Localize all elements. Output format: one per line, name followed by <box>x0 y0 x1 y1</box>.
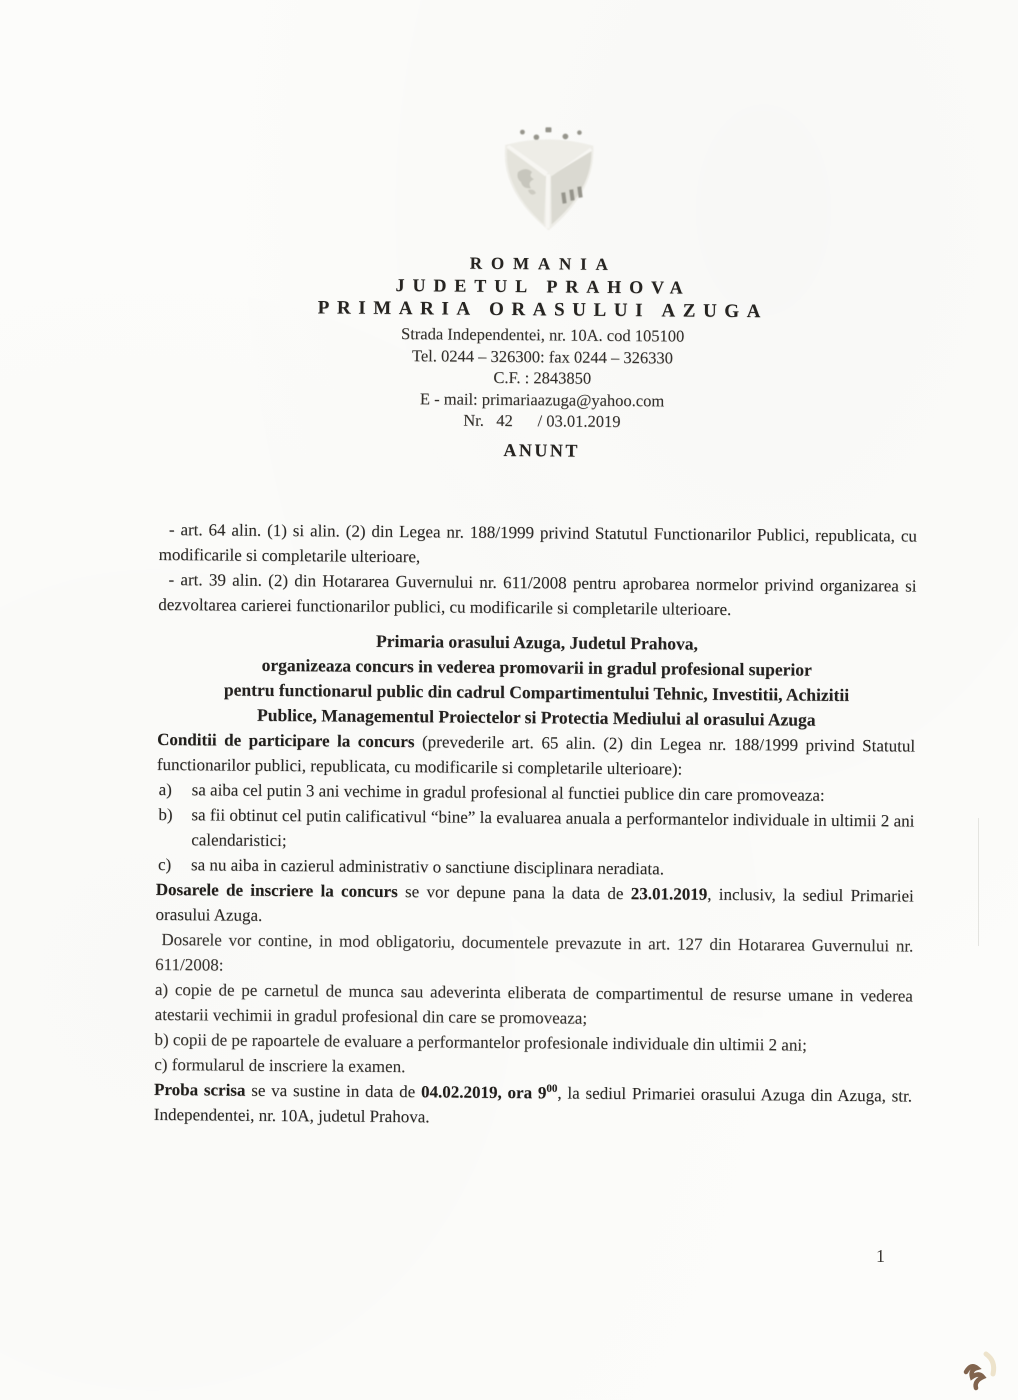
page-number: 1 <box>876 1246 885 1266</box>
written-test-hour-superscript: 00 <box>546 1082 558 1095</box>
written-test-date: 04.02.2019, ora 9 <box>420 1082 547 1103</box>
dossier-heading: Dosarele de inscriere la concurs <box>155 879 398 902</box>
ink-stain-mark <box>952 1346 1004 1396</box>
header-country: ROMANIA <box>469 253 617 274</box>
condition-item <box>156 802 914 859</box>
dossier-text: , inclusiv, la sediul Primariei orasului Azuga. <box>155 884 914 925</box>
dossier-deadline-paragraph <box>155 877 913 934</box>
announcement-line: pentru functionarul public din cadrul Compartimentului Tehnic, Investitii, Achizitii <box>223 679 850 705</box>
announcement-line: organizeaza concurs in vederea promovarii in gradul profesional superior <box>261 654 812 680</box>
list-marker: a) <box>158 779 172 800</box>
written-test-heading: Proba scrisa <box>153 1079 246 1100</box>
legal-basis-item: - art. 39 alin. (2) din Hotararea Guvernului nr. 611/2008 pentru aprobarea normelor privind organizarea si dezvoltarea carierei functionarilor publici, cu modificarile si completarile ulterioare. <box>158 570 917 619</box>
conditions-intro-text: (prevederile art. 65 alin. (2) din Legea nr. 188/1999 privind Statutul functionarilor publici, republicata, cu modificarile si completarile ulterioare): <box>156 732 916 779</box>
scan-crease-line <box>978 818 979 946</box>
coat-of-arms-icon <box>492 116 605 239</box>
coat-of-arms-logo <box>492 116 605 239</box>
header-institution: PRIMARIA ORASULUI AZUGA <box>317 297 769 323</box>
dossier-deadline-date: 23.01.2019 <box>630 884 708 904</box>
announcement-block <box>157 627 916 734</box>
header-registration-number: Nr. 42 / 03.01.2019 <box>463 410 621 431</box>
announcement-line: Primaria orasului Azuga, Judetul Prahova, <box>375 630 698 654</box>
condition-text: sa nu aiba in cazierul administrativ o sanctiune disciplinara neradiata. <box>190 855 665 879</box>
dossier-contents-intro: Dosarele vor contine, in mod obligatoriu, documentele prevazute in art. 127 din Hotararea Guvernului nr. 611/2008: <box>155 929 914 975</box>
written-test-text: , la sediul Primariei orasului Azuga din Azuga, str. Independentei, nr. 10A, judetul Prahova. <box>153 1083 913 1127</box>
condition-text: sa fii obtinut cel putin calificativul “bine” la evaluarea anuala a performantelor individuale in ultimii 2 ani calendaristici; <box>191 805 915 851</box>
dossier-item: a) copie de pe carnetul de munca sau adeverinta eliberata de compartimentul de resurse umane in vederea atestarii vechimii in gradul profesional din care se promoveaza; <box>154 979 913 1028</box>
dossier-item: c) formularul de inscriere la examen. <box>154 1054 406 1077</box>
header-fiscal-code: C.F. : 2843850 <box>493 367 592 388</box>
conditions-intro <box>157 727 915 784</box>
list-marker: b) <box>158 804 173 825</box>
written-test-paragraph <box>154 1077 912 1134</box>
header-phone: Tel. 0244 – 326300: fax 0244 – 326330 <box>411 345 674 367</box>
document-header <box>112 249 974 436</box>
document-title: ANUNT <box>503 439 580 461</box>
legal-basis-item: - art. 64 alin. (1) si alin. (2) din Legea nr. 188/1999 privind Statutul Functionarilor Publici, republicata, cu modificarile si completarile ulterioare, <box>158 520 918 567</box>
dossier-item: b) copii de pe rapoartele de evaluare a performantelor profesionale individuale din ultimii 2 ani; <box>154 1029 807 1055</box>
announcement-line: Publice, Managementul Proiectelor si Protectia Mediului al orasului Azuga <box>257 704 816 730</box>
written-test-text: se va sustine in data de <box>245 1080 422 1102</box>
condition-text: sa aiba cel putin 3 ani vechime in gradul profesional al functiei publice din care promoveaza: <box>191 780 825 805</box>
list-marker: c) <box>157 854 172 875</box>
dossier-text: se vor depune pana la data de <box>397 882 631 904</box>
conditions-heading: Conditii de participare la concurs <box>157 729 415 752</box>
header-county: JUDETUL PRAHOVA <box>395 274 691 298</box>
document-body <box>154 517 917 1134</box>
header-address: Strada Independentei, nr. 10A. cod 105100 <box>400 324 685 346</box>
header-email: E - mail: primariaazuga@yahoo.com <box>419 388 665 410</box>
